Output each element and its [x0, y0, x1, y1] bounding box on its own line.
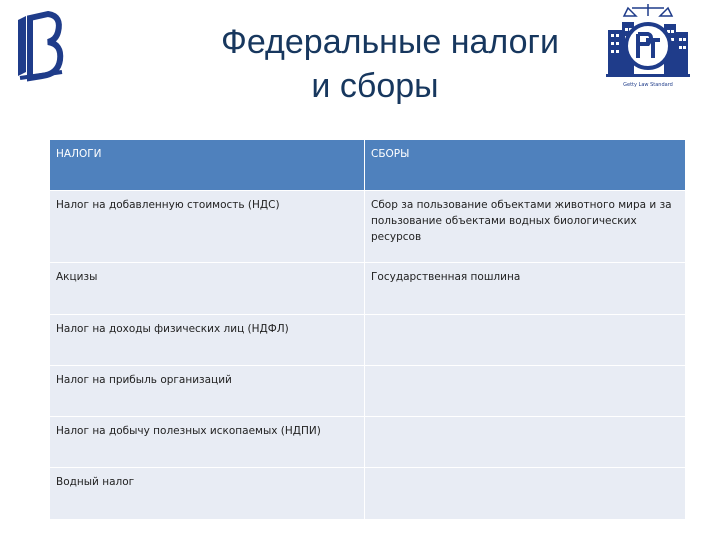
table-cell	[365, 468, 686, 520]
table-row	[50, 191, 686, 263]
table-cell: Сбор за пользование объектами животного мира и за пользование объектами водных биологических ресурсов	[365, 191, 686, 263]
table-cell: Налог на добычу полезных ископаемых (НДПИ)	[50, 417, 365, 468]
hse-logo	[12, 10, 68, 82]
table-cell: Акцизы	[50, 263, 365, 315]
table-cell	[365, 366, 686, 417]
table-cell: Государственная пошлина	[365, 263, 686, 315]
table-row	[50, 263, 686, 315]
title-line-1: Федеральные налоги	[221, 23, 559, 61]
table-cell: Водный налог	[50, 468, 365, 520]
svg-text:Getty Law Standard: Getty Law Standard	[623, 82, 673, 88]
table-row	[50, 315, 686, 366]
table-row	[50, 417, 686, 468]
table-cell	[365, 417, 686, 468]
table-cell: Налог на добавленную стоимость (НДС)	[50, 191, 365, 263]
table-cell: Налог на прибыль организаций	[50, 366, 365, 417]
table-row	[50, 468, 686, 520]
table-cell	[365, 315, 686, 366]
column-header-taxes: НАЛОГИ	[50, 140, 365, 191]
page-title	[110, 20, 630, 108]
table-header-row	[50, 140, 686, 191]
table-row	[50, 366, 686, 417]
taxes-table	[49, 139, 686, 520]
legal-building-logo	[602, 0, 694, 94]
column-header-fees: СБОРЫ	[365, 140, 686, 191]
title-line-2: и сборы	[311, 67, 439, 105]
table-cell: Налог на доходы физических лиц (НДФЛ)	[50, 315, 365, 366]
